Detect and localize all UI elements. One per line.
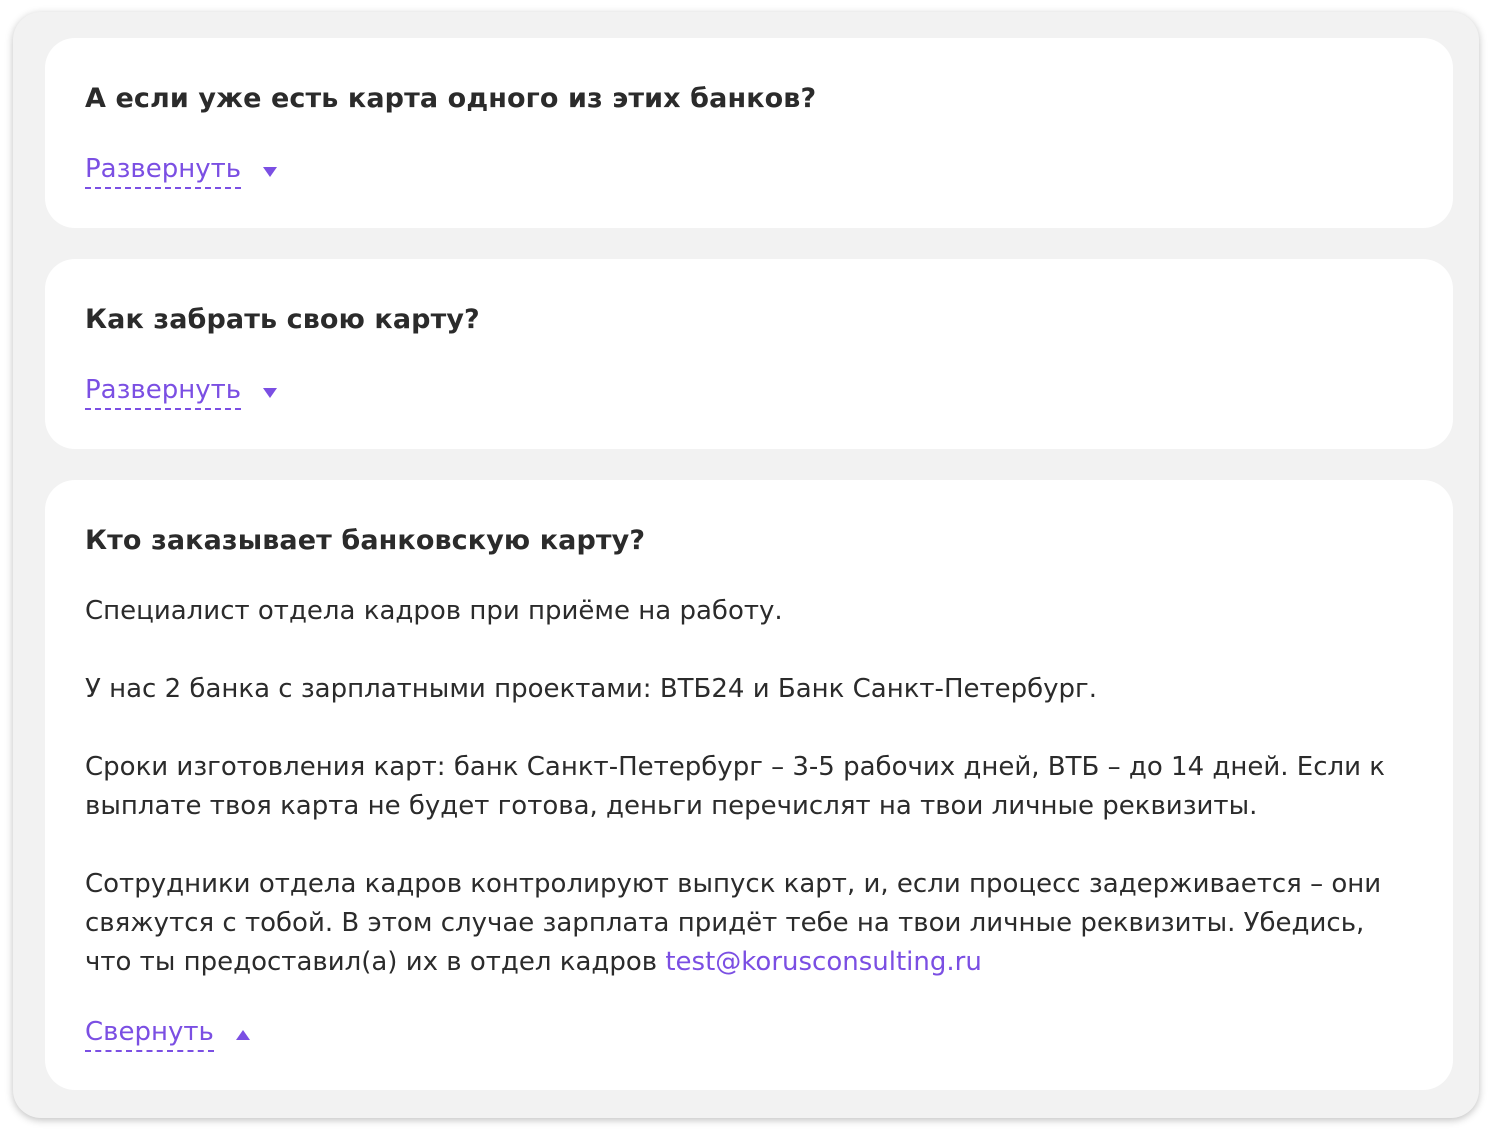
expand-label[interactable]: Развернуть xyxy=(85,153,241,189)
caret-up-icon[interactable] xyxy=(236,1030,250,1040)
expand-label[interactable]: Развернуть xyxy=(85,374,241,410)
faq-answer xyxy=(85,592,1415,982)
faq-question: Кто заказывает банковскую карту? xyxy=(85,525,646,556)
answer-text: Сотрудники отдела кадров контролируют выпуск карт, и, если процесс задерживается – они свяжутся с тобой. В этом случае зарплата придёт тебе на твои личные реквизиты. Убедись, что ты предоставил(а) их в отдел кадров xyxy=(85,869,1382,977)
expand-toggle[interactable] xyxy=(85,153,277,189)
answer-paragraph: Сроки изготовления карт: банк Санкт-Петербург – 3-5 рабочих дней, ВТБ – до 14 дней. Если к выплате твоя карта не будет готова, деньги перечислят на твои личные реквизиты. xyxy=(85,752,1385,821)
faq-item xyxy=(45,259,1453,449)
faq-question: А если уже есть карта одного из этих банков? xyxy=(85,83,817,114)
answer-paragraph: Специалист отдела кадров при приёме на работу. xyxy=(85,596,783,626)
email-link[interactable]: test@korusconsulting.ru xyxy=(665,947,982,977)
faq-question: Как забрать свою карту? xyxy=(85,304,480,335)
answer-paragraph: У нас 2 банка с зарплатными проектами: ВТБ24 и Банк Санкт-Петербург. xyxy=(85,674,1097,704)
collapse-label[interactable]: Свернуть xyxy=(85,1016,214,1052)
faq-item-expanded xyxy=(45,480,1453,1090)
faq-item xyxy=(45,38,1453,228)
caret-down-icon[interactable] xyxy=(263,167,277,177)
caret-down-icon[interactable] xyxy=(263,388,277,398)
collapse-toggle[interactable] xyxy=(85,1016,250,1052)
faq-panel xyxy=(13,12,1479,1118)
expand-toggle[interactable] xyxy=(85,374,277,410)
answer-paragraph-contact xyxy=(85,865,1415,982)
